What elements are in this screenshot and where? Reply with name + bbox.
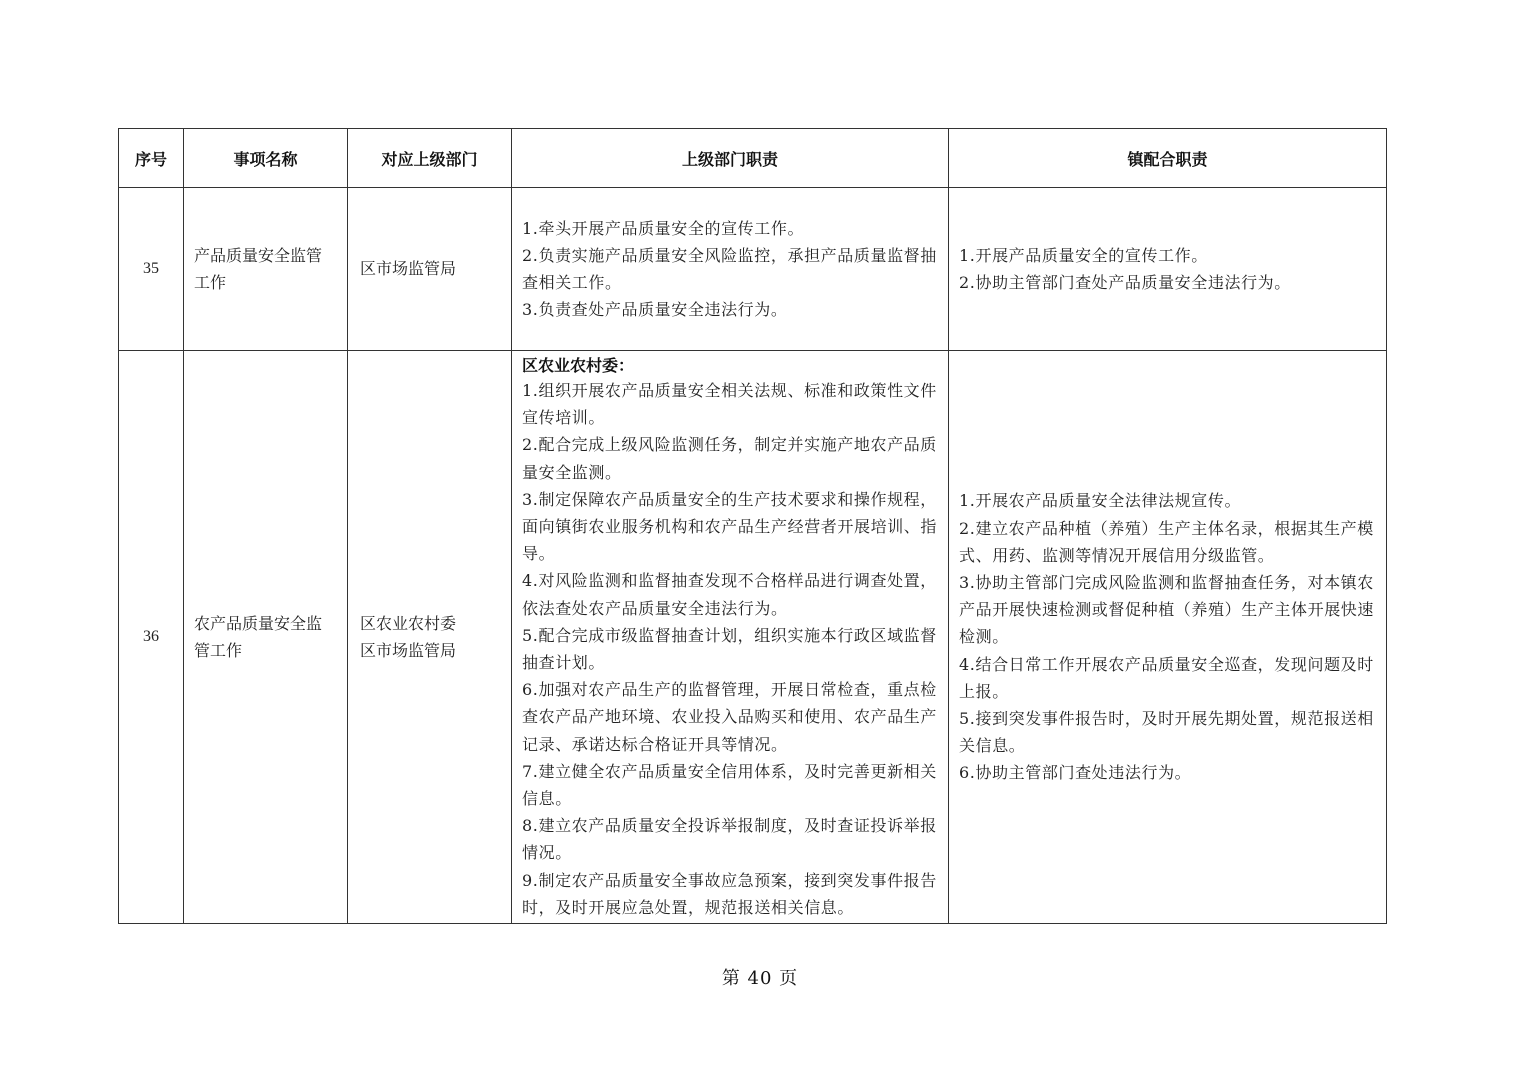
header-town-duties: 镇配合职责 bbox=[949, 129, 1387, 188]
duty-item: 3.负责查处产品质量安全违法行为。 bbox=[522, 300, 788, 320]
duty-list bbox=[522, 215, 940, 324]
duty-item: 3.制定保障农产品质量安全的生产技术要求和操作规程，面向镇街农业服务机构和农产品生产经营者开展培训、指导。 bbox=[522, 489, 938, 564]
town-duty-item: 2.协助主管部门查处产品质量安全违法行为。 bbox=[959, 273, 1291, 292]
duty-item: 5.配合完成市级监督抽查计划，组织实施本行政区域监督抽查计划。 bbox=[522, 625, 937, 673]
table-row bbox=[119, 351, 1387, 924]
duty-heading: 区农业农村委： bbox=[522, 356, 635, 375]
duty-item: 1.牵头开展产品质量安全的宣传工作。 bbox=[522, 218, 805, 238]
row-serial-number: 36 bbox=[119, 351, 184, 924]
town-duty-item: 4.结合日常工作开展农产品质量安全巡查，发现问题及时上报。 bbox=[959, 654, 1374, 701]
duty-list bbox=[522, 377, 940, 921]
page-number: 第 40 页 bbox=[721, 968, 799, 989]
header-superior-department: 对应上级部门 bbox=[348, 129, 512, 188]
duty-item: 7.建立健全农产品质量安全信用体系，及时完善更新相关信息。 bbox=[522, 761, 937, 809]
row-superior-duties bbox=[512, 188, 949, 351]
table-header-row bbox=[119, 129, 1387, 188]
duty-item: 6.加强对农产品生产的监督管理，开展日常检查，重点检查农产品产地环境、农业投入品购买和使用、农产品生产记录、承诺达标合格证开具等情况。 bbox=[522, 680, 938, 754]
town-duty-item: 6.协助主管部门查处违法行为。 bbox=[959, 763, 1192, 783]
duty-item: 8.建立农产品质量安全投诉举报制度，及时查证投诉举报情况。 bbox=[522, 816, 937, 863]
header-serial-number: 序号 bbox=[119, 129, 184, 188]
row-serial-number: 35 bbox=[119, 188, 184, 351]
town-duty-item: 1.开展农产品质量安全法律法规宣传。 bbox=[959, 491, 1242, 511]
row-town-duties bbox=[949, 188, 1387, 351]
department-name: 区市场监管局 bbox=[360, 641, 457, 660]
row-item-name: 农产品质量安全监管工作 bbox=[184, 351, 348, 924]
header-superior-duties: 上级部门职责 bbox=[512, 129, 949, 188]
header-item-name: 事项名称 bbox=[184, 129, 348, 188]
row-item-name: 产品质量安全监管工作 bbox=[184, 188, 348, 351]
row-departments bbox=[348, 351, 512, 924]
department-name: 区农业农村委 bbox=[360, 613, 457, 633]
town-duty-list bbox=[959, 487, 1378, 786]
table-row bbox=[119, 188, 1387, 351]
department-name: 区市场监管局 bbox=[360, 259, 457, 279]
row-superior-duties bbox=[512, 351, 949, 924]
town-duty-item: 2.建立农产品种植（养殖）生产主体名录，根据其生产模式、用药、监测等情况开展信用分级监管。 bbox=[959, 518, 1374, 565]
town-duty-list bbox=[959, 242, 1378, 296]
town-duty-item: 3.协助主管部门完成风险监测和监督抽查任务，对本镇农产品开展快速检测或督促种植（养殖）生产主体开展快速检测。 bbox=[959, 572, 1375, 647]
duty-item: 1.组织开展农产品质量安全相关法规、标准和政策性文件宣传培训。 bbox=[522, 381, 937, 428]
row-town-duties bbox=[949, 351, 1387, 924]
duty-item: 2.负责实施产品质量安全风险监控，承担产品质量监督抽查相关工作。 bbox=[522, 245, 937, 292]
duty-table bbox=[118, 128, 1387, 924]
duty-item: 2.配合完成上级风险监测任务，制定并实施产地农产品质量安全监测。 bbox=[522, 435, 937, 482]
row-departments bbox=[348, 188, 512, 351]
duty-item: 9.制定农产品质量安全事故应急预案，接到突发事件报告时，及时开展应急处置，规范报送相关信息。 bbox=[522, 870, 937, 917]
town-duty-item: 1.开展产品质量安全的宣传工作。 bbox=[959, 245, 1208, 265]
duty-item: 4.对风险监测和监督抽查发现不合格样品进行调查处置，依法查处农产品质量安全违法行为。 bbox=[522, 571, 937, 618]
town-duty-item: 5.接到突发事件报告时，及时开展先期处置，规范报送相关信息。 bbox=[959, 709, 1374, 756]
